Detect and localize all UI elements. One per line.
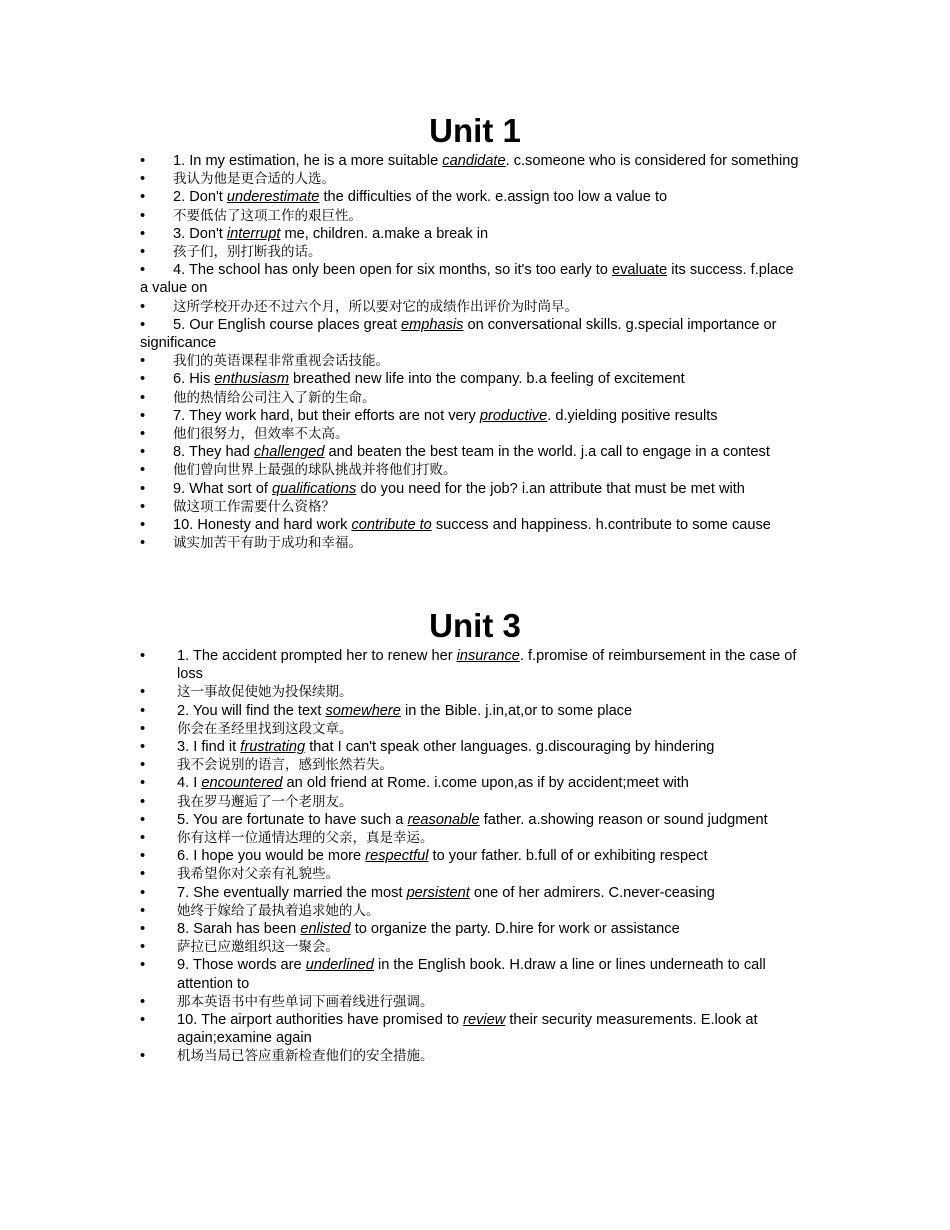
list-item: • 不要低估了这项工作的艰巨性。 [140,207,362,224]
list-item: • 做这项工作需要什么资格？ [140,498,335,515]
list-item: • 机场当局已答应重新检查他们的安全措施。 [140,1048,434,1065]
unit-3-list [0,647,950,1066]
list-item: • 诚实加苦干有助于成功和幸福。 [140,535,362,552]
vocab-word: underestimate [226,189,320,206]
list-item: • 4. The school has only been open for six months, so it's too early to evaluate its success. f.place a value on [140,262,794,297]
list-item: • 1. In my estimation, he is a more suitable candidate. c.someone who is considered for something [140,153,799,169]
list-item: • 孩子们，别打断我的话。 [140,244,322,261]
list-item: • 他们很努力，但效率不太高。 [140,426,349,443]
vocab-word: interrupt [226,225,281,242]
vocab-word: frustrating [240,739,306,756]
vocab-word: reasonable [407,811,480,828]
list-item: • 10. The airport authorities have promised to review their security measurements. E.look at again;examine again [140,1012,758,1047]
list-item: • 5. You are fortunate to have such a reasonable father. a.showing reason or sound judgment [140,811,768,828]
vocab-word: underlined [305,957,374,974]
vocab-word: challenged [253,444,325,461]
unit-3-title: Unit 3 [429,607,521,644]
list-item: • 8. Sarah has been enlisted to organize the party. D.hire for work or assistance [140,921,680,938]
list-item: • 这一事故促使她为投保续期。 [140,684,353,701]
list-item: • 6. His enthusiasm breathed new life into the company. b.a feeling of excitement [140,371,685,388]
vocab-word: somewhere [325,702,401,719]
vocab-word: enthusiasm [214,371,289,388]
vocab-word: contribute to [351,517,432,534]
list-item: • 10. Honesty and hard work contribute to success and happiness. h.contribute to some cause [140,517,771,534]
list-item: • 5. Our English course places great emphasis on conversational skills. g.special importance or significance [140,316,777,352]
list-item: • 我在罗马邂逅了一个老朋友。 [140,793,353,810]
list-item: • 我不会说别的语言，感到怅然若失。 [140,757,393,774]
list-item: • 9. Those words are underlined in the English book. H.draw a line or lines underneath to call attention to [140,957,766,992]
vocab-word: insurance [456,648,520,664]
list-item: • 6. I hope you would be more respectful to your father. b.full of or exhibiting respect [140,848,708,865]
list-item: • 3. Don't interrupt me, children. a.make a break in [140,225,489,242]
vocab-word: enlisted [300,921,351,938]
vocab-word: review [463,1012,506,1029]
list-item: • 7. They work hard, but their efforts are not very productive. d.yielding positive results [140,407,718,424]
list-item: • 她终于嫁给了最执着追求她的人。 [140,902,380,919]
list-item: • 你会在圣经里找到这段文章。 [140,720,353,737]
list-item: • 这所学校开办还不过六个月，所以要对它的成绩作出评价为时尚早。 [140,298,578,315]
list-item: • 我希望你对父亲有礼貌些。 [140,866,339,883]
list-item: • 7. She eventually married the most persistent one of her admirers. C.never-ceasing [140,884,715,901]
vocab-word: respectful [365,848,429,865]
list-item: • 你有这样一位通情达理的父亲，真是幸运。 [140,830,434,847]
list-item: • 1. The accident prompted her to renew her insurance. f.promise of reimbursement in the case of loss [140,648,797,683]
list-item: • 他们曾向世界上最强的球队挑战并将他们打败。 [140,462,457,479]
list-item: • 3. I find it frustrating that I can't speak other languages. g.discouraging by hindering [140,739,715,756]
vocab-word: persistent [406,884,470,901]
vocab-word: evaluate [611,262,668,279]
list-item: • 2. Don't underestimate the difficulties of the work. e.assign too low a value to [140,189,668,206]
list-item: • 2. You will find the text somewhere in the Bible. j.in,at,or to some place [140,702,633,719]
list-item: • 4. I encountered an old friend at Rome. i.come upon,as if by accident;meet with [140,775,689,792]
vocab-word: emphasis [400,316,464,333]
vocab-word: qualifications [271,480,357,497]
list-item: • 我认为他是更合适的人选。 [140,171,335,188]
vocab-word: candidate [442,153,506,169]
unit-1-list [0,152,950,552]
vocab-word: encountered [201,775,283,792]
vocab-word: productive [479,407,548,424]
unit-1-title: Unit 1 [429,112,521,149]
list-item: • 他的热情给公司注入了新的生命。 [140,389,376,406]
list-item: • 萨拉已应邀组织这一聚会。 [140,939,339,956]
list-item: • 8. They had challenged and beaten the best team in the world. j.a call to engage in a contest [140,444,770,461]
list-item: • 那本英语书中有些单词下画着线进行强调。 [140,993,434,1010]
list-item: • 我们的英语课程非常重视会话技能。 [140,353,389,370]
list-item: • 9. What sort of qualifications do you need for the job? i.an attribute that must be met with [140,480,745,497]
